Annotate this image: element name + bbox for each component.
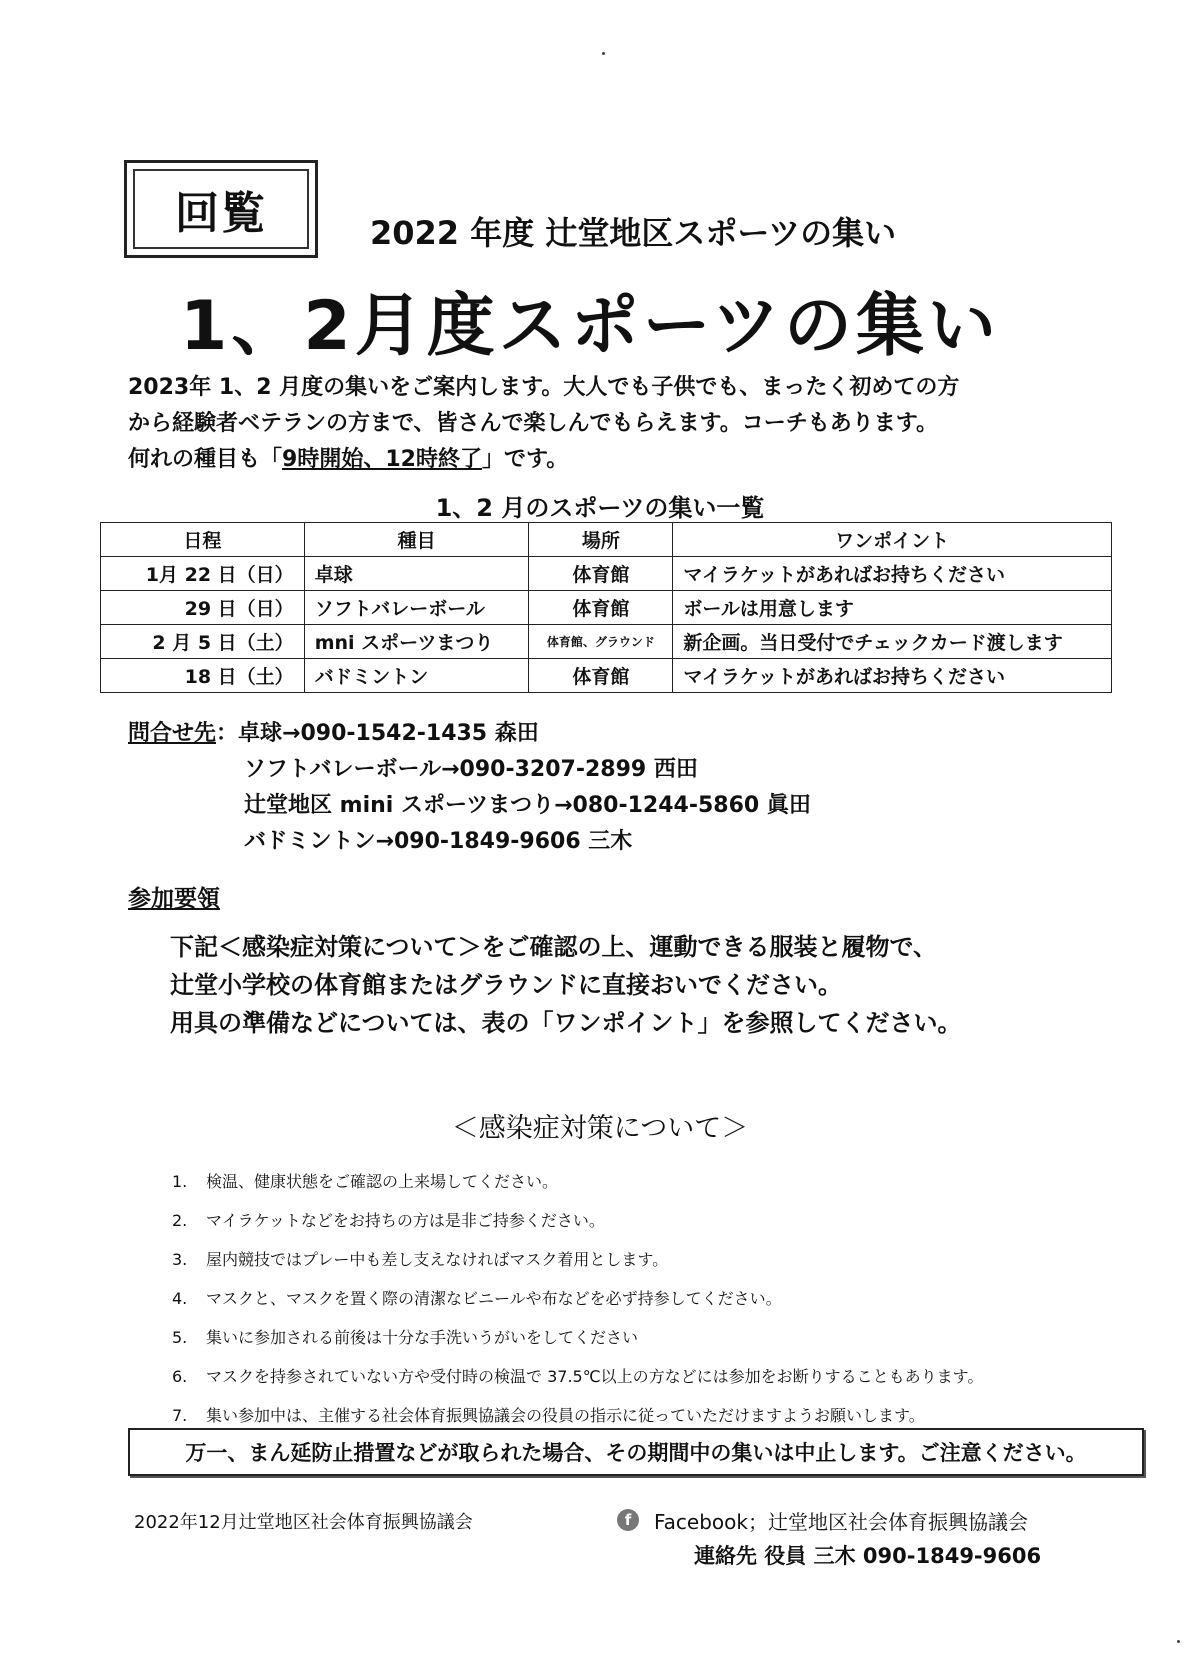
intro-line-suffix: 」です。 bbox=[481, 447, 569, 472]
rule-text: マスクを持参されていない方や受付時の検温で 37.5℃以上の方などには参加をお断りすることもあります。 bbox=[206, 1367, 984, 1386]
cell-place: 体育館 bbox=[529, 557, 673, 591]
schedule-title: 1、2 月のスポーツの集い一覧 bbox=[435, 494, 765, 522]
table-row bbox=[101, 659, 1112, 693]
cell-date: 1月 22 日（日） bbox=[101, 557, 305, 591]
page-title: 1、2月度スポーツの集い bbox=[180, 287, 1000, 366]
contact-line: ソフトバレーボール→090-3207-2899 西田 bbox=[244, 757, 698, 782]
intro-line-prefix: 何れの種目も「 bbox=[128, 447, 283, 472]
intro-line: 2023年 1、2 月度の集いをご案内します。大人でも子供でも、まったく初めての方 bbox=[128, 375, 960, 400]
kairan-label: 回覧 bbox=[175, 188, 267, 239]
participation-line: 下記＜感染症対策について＞をご確認の上、運動できる服装と履物で、 bbox=[170, 933, 938, 961]
column-header-event: 種目 bbox=[304, 523, 529, 557]
participation-body bbox=[170, 928, 962, 1042]
rule-number: 2. bbox=[172, 1211, 188, 1230]
participation-heading: 参加要領 bbox=[128, 886, 220, 912]
list-item bbox=[172, 1240, 983, 1279]
cell-place: 体育館 bbox=[529, 659, 673, 693]
table-row bbox=[101, 557, 1112, 591]
list-item bbox=[172, 1318, 983, 1357]
table-header-row bbox=[101, 523, 1112, 557]
list-item bbox=[172, 1279, 983, 1318]
cell-event: 卓球 bbox=[304, 557, 529, 591]
cell-event: バドミントン bbox=[304, 659, 529, 693]
cell-place: 体育館 bbox=[529, 591, 673, 625]
cancellation-notice: 万一、まん延防止措置などが取られた場合、その期間中の集いは中止します。ご注意ください。 bbox=[128, 1428, 1144, 1476]
kairan-stamp-box bbox=[124, 160, 318, 258]
rule-number: 1. bbox=[172, 1172, 188, 1191]
rule-text: マイラケットなどをお持ちの方は是非ご持参ください。 bbox=[206, 1211, 605, 1230]
cell-event: ソフトバレーボール bbox=[304, 591, 529, 625]
table-row bbox=[101, 591, 1112, 625]
rule-number: 3. bbox=[172, 1250, 188, 1269]
cell-place: 体育館、グラウンド bbox=[529, 625, 673, 659]
footer-issuer: 2022年12月辻堂地区社会体育振興協議会 bbox=[134, 1512, 473, 1533]
table-row bbox=[101, 625, 1112, 659]
infection-heading: ＜感染症対策について＞ bbox=[451, 1113, 749, 1144]
cell-note: 新企画。当日受付でチェックカード渡します bbox=[673, 625, 1112, 659]
column-header-date: 日程 bbox=[101, 523, 305, 557]
intro-line: から経験者ベテランの方まで、皆さんで楽しんでもらえます。コーチもあります。 bbox=[128, 411, 939, 436]
contact-line: バドミントン→090-1849-9606 三木 bbox=[244, 829, 633, 854]
participation-line: 辻堂小学校の体育館またはグラウンドに直接おいでください。 bbox=[170, 971, 842, 999]
page-subtitle: 2022 年度 辻堂地区スポーツの集い bbox=[370, 214, 897, 252]
contact-row bbox=[128, 716, 811, 752]
footer-contact: 連絡先 役員 三木 090-1849-9606 bbox=[694, 1544, 1042, 1568]
infection-rules-list bbox=[172, 1162, 983, 1435]
rule-number: 4. bbox=[172, 1289, 188, 1308]
scan-speck bbox=[602, 52, 605, 55]
contact-line: 卓球→090-1542-1435 森田 bbox=[238, 721, 539, 746]
cell-note: マイラケットがあればお持ちください bbox=[673, 659, 1112, 693]
cell-date: 2 月 5 日（土） bbox=[101, 625, 305, 659]
cell-note: マイラケットがあればお持ちください bbox=[673, 557, 1112, 591]
column-header-place: 場所 bbox=[529, 523, 673, 557]
contact-separator: ： bbox=[216, 721, 239, 746]
rule-text: 集いに参加される前後は十分な手洗いうがいをしてください bbox=[206, 1328, 639, 1347]
cell-note: ボールは用意します bbox=[673, 591, 1112, 625]
rule-text: 集い参加中は、主催する社会体育振興協議会の役員の指示に従っていただけますようお願いします。 bbox=[206, 1406, 925, 1425]
facebook-icon: f bbox=[617, 1509, 639, 1531]
rule-number: 6. bbox=[172, 1367, 188, 1386]
rule-number: 5. bbox=[172, 1328, 188, 1347]
rule-text: マスクと、マスクを置く際の清潔なビニールや布などを必ず持参してください。 bbox=[206, 1289, 782, 1308]
cell-event: mni スポーツまつり bbox=[304, 625, 529, 659]
list-item bbox=[172, 1162, 983, 1201]
rule-text: 検温、健康状態をご確認の上来場してください。 bbox=[206, 1172, 559, 1191]
cell-date: 29 日（日） bbox=[101, 591, 305, 625]
contacts-section bbox=[128, 716, 811, 860]
intro-line bbox=[128, 442, 1088, 478]
schedule-table bbox=[100, 522, 1112, 693]
participation-line: 用具の準備などについては、表の「ワンポイント」を参照してください。 bbox=[170, 1009, 962, 1037]
rule-text: 屋内競技ではプレー中も差し支えなければマスク着用とします。 bbox=[206, 1250, 669, 1269]
list-item bbox=[172, 1201, 983, 1240]
footer-facebook: Facebook；辻堂地区社会体育振興協議会 bbox=[654, 1510, 1028, 1534]
scan-speck bbox=[1177, 1640, 1180, 1643]
contacts-label: 問合せ先 bbox=[128, 721, 217, 746]
time-highlight: 9時開始、12時終了 bbox=[282, 447, 482, 472]
intro-text bbox=[128, 370, 1088, 478]
column-header-note: ワンポイント bbox=[673, 523, 1112, 557]
contact-line: 辻堂地区 mini スポーツまつり→080-1244-5860 眞田 bbox=[244, 793, 811, 818]
rule-number: 7. bbox=[172, 1406, 188, 1425]
cell-date: 18 日（土） bbox=[101, 659, 305, 693]
list-item bbox=[172, 1357, 983, 1396]
